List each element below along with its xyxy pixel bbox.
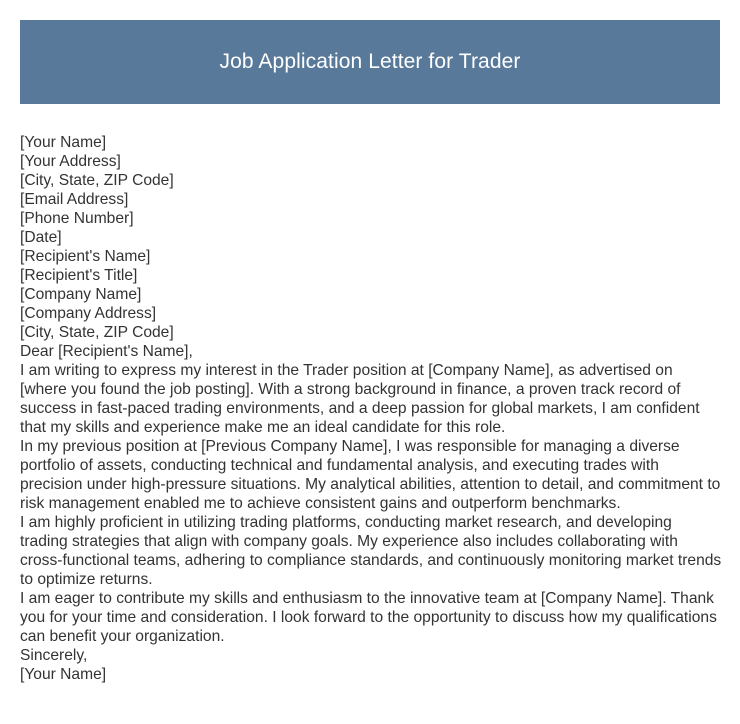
sender-phone: [Phone Number] <box>20 210 134 227</box>
letter-body <box>20 133 722 684</box>
salutation: Dear [Recipient's Name], <box>20 343 193 360</box>
recipient-city-state-zip: [City, State, ZIP Code] <box>20 324 174 341</box>
recipient-address: [Company Address] <box>20 305 157 322</box>
sender-email: [Email Address] <box>20 191 129 208</box>
page-title: Job Application Letter for Trader <box>219 50 521 73</box>
sender-address: [Your Address] <box>20 153 121 170</box>
body-paragraph-skills: I am highly proficient in utilizing trading platforms, conducting market research, and developing trading strategies that align with company goals. My experience also includes collaborating with cross-functional teams, adhering to compliance standards, and continuously monitoring market trends to optimize returns. <box>20 514 722 588</box>
body-paragraph-intro: I am writing to express my interest in the Trader position at [Company Name], as advertised on [where you found the job posting]. With a strong background in finance, a proven track record of success in fast-paced trading environments, and a deep passion for global markets, I am confident that my skills and experience make me an ideal candidate for this role. <box>20 362 700 436</box>
body-paragraph-closing: I am eager to contribute my skills and enthusiasm to the innovative team at [Company Name]. Thank you for your time and consideration. I look forward to the opportunity to discuss how my qualifications can benefit your organization. <box>20 590 717 645</box>
sender-name: [Your Name] <box>20 134 107 151</box>
letter-date: [Date] <box>20 229 62 246</box>
signature: [Your Name] <box>20 666 107 683</box>
letter-header-banner <box>20 20 720 104</box>
recipient-title: [Recipient's Title] <box>20 267 138 284</box>
recipient-company: [Company Name] <box>20 286 142 303</box>
body-paragraph-experience: In my previous position at [Previous Company Name], I was responsible for managing a diverse portfolio of assets, conducting technical and fundamental analysis, and executing trades with precision under high-pressure situations. My analytical abilities, attention to detail, and commitment to risk management enabled me to achieve consistent gains and outperform benchmarks. <box>20 438 721 512</box>
recipient-name: [Recipient's Name] <box>20 248 151 265</box>
closing: Sincerely, <box>20 647 88 664</box>
sender-city-state-zip: [City, State, ZIP Code] <box>20 172 174 189</box>
